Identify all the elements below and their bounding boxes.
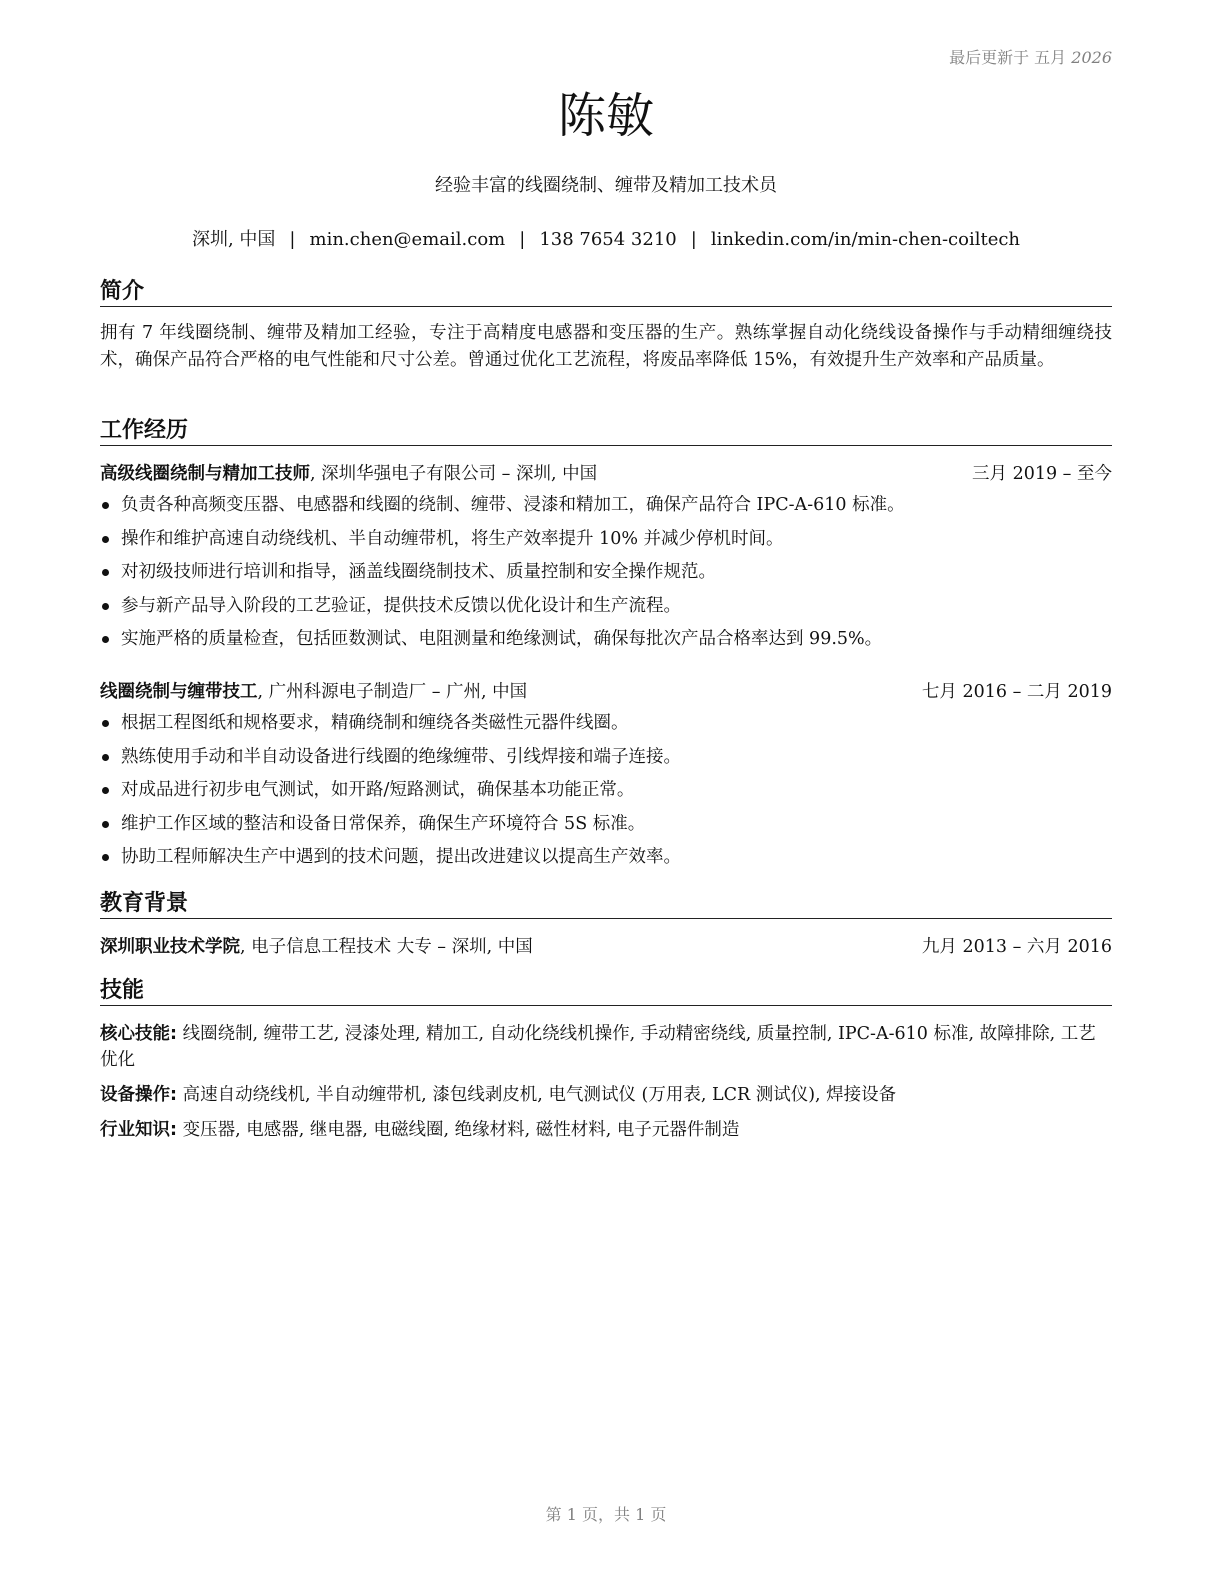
contact-separator: |	[519, 229, 526, 250]
contact-linkedin[interactable]: linkedin.com/in/min-chen-coiltech	[710, 229, 1021, 250]
bullet-text: 对初级技师进行培训和指导，涵盖线圈绕制技术、质量控制和安全操作规范。	[121, 562, 716, 582]
job-role: 高级线圈绕制与精加工技师	[100, 464, 310, 484]
skill-row-industry	[100, 1117, 1112, 1143]
bullet-icon	[102, 821, 109, 828]
skill-key: 核心技能:	[100, 1024, 177, 1044]
bullet-icon	[102, 854, 109, 861]
list-item	[100, 626, 1112, 660]
skill-row-core	[100, 1021, 1112, 1073]
contact-separator: |	[289, 229, 296, 250]
contact-separator: |	[690, 229, 697, 250]
skill-key: 行业知识:	[100, 1120, 177, 1140]
job-role: 线圈绕制与缠带技工	[100, 682, 258, 702]
section-title-experience: 工作经历	[100, 418, 1112, 446]
list-item	[100, 844, 1112, 878]
contact-phone[interactable]: 138 7654 3210	[539, 229, 677, 250]
section-title-summary: 简介	[100, 279, 1112, 307]
bullet-text: 操作和维护高速自动绕线机、半自动缠带机，将生产效率提升 10% 并减少停机时间。	[121, 528, 784, 549]
contact-location: 深圳, 中国	[191, 229, 276, 250]
bullet-text: 维护工作区域的整洁和设备日常保养，确保生产环境符合 5S 标准。	[121, 813, 646, 834]
skill-value: 线圈绕制, 缠带工艺, 浸漆处理, 精加工, 自动化绕线机操作, 手动精密绕线, 质量控制, IPC-A-610 标准, 故障排除, 工艺优化	[100, 1024, 1096, 1070]
bullet-text: 参与新产品导入阶段的工艺验证，提供技术反馈以优化设计和生产流程。	[121, 595, 681, 616]
job-bullets	[100, 710, 1112, 878]
bullet-icon	[102, 636, 109, 643]
last-updated-month: 最后更新于 五月	[949, 48, 1067, 67]
education-school: 深圳职业技术学院	[100, 937, 240, 957]
bullet-icon	[102, 754, 109, 761]
contact-line	[100, 225, 1112, 251]
contact-email[interactable]: min.chen@email.com	[309, 229, 506, 250]
skill-row-equipment	[100, 1082, 1112, 1108]
list-item	[100, 492, 1112, 526]
bullet-icon	[102, 536, 109, 543]
education-date: 九月 2013 – 六月 2016	[921, 937, 1112, 957]
candidate-tagline: 经验丰富的线圈绕制、缠带及精加工技术员	[435, 175, 777, 196]
job-bullets	[100, 492, 1112, 660]
last-updated-year: 2026	[1071, 48, 1112, 67]
last-updated	[949, 45, 1112, 68]
list-item	[100, 710, 1112, 744]
job-header	[100, 679, 1112, 705]
job-company: , 广州科源电子制造厂 – 广州, 中国	[257, 682, 528, 702]
job-date: 三月 2019 – 至今	[972, 464, 1112, 484]
bullet-text: 根据工程图纸和规格要求，精确绕制和缠绕各类磁性元器件线圈。	[121, 713, 629, 733]
bullet-icon	[102, 720, 109, 727]
bullet-text: 负责各种高频变压器、电感器和线圈的绕制、缠带、浸漆和精加工，确保产品符合 IPC-A-610 标准。	[121, 495, 905, 515]
bullet-icon	[102, 603, 109, 610]
list-item	[100, 593, 1112, 627]
education-detail: , 电子信息工程技术 大专 – 深圳, 中国	[240, 937, 533, 957]
summary-text: 拥有 7 年线圈绕制、缠带及精加工经验，专注于高精度电感器和变压器的生产。熟练掌握自动化绕线设备操作与手动精细缠绕技术，确保产品符合严格的电气性能和尺寸公差。曾通过优化工艺流程，将废品率降低 15%，有效提升生产效率和产品质量。	[100, 323, 1112, 370]
bullet-icon	[102, 787, 109, 794]
list-item	[100, 744, 1112, 778]
list-item	[100, 559, 1112, 593]
resume-page	[100, 0, 1112, 1584]
section-title-education: 教育背景	[100, 891, 1112, 919]
section-title-skills: 技能	[100, 978, 1112, 1006]
bullet-text: 对成品进行初步电气测试，如开路/短路测试，确保基本功能正常。	[121, 780, 635, 800]
education-entry	[100, 934, 1112, 960]
page-number: 第 1 页，共 1 页	[545, 1505, 667, 1524]
bullet-text: 协助工程师解决生产中遇到的技术问题，提出改进建议以提高生产效率。	[121, 847, 681, 867]
list-item	[100, 777, 1112, 811]
bullet-icon	[102, 569, 109, 576]
bullet-text: 熟练使用手动和半自动设备进行线圈的绝缘缠带、引线焊接和端子连接。	[121, 746, 681, 767]
skill-value: 高速自动绕线机, 半自动缠带机, 漆包线剥皮机, 电气测试仪 (万用表, LCR 测试仪), 焊接设备	[177, 1085, 897, 1105]
list-item	[100, 526, 1112, 560]
job-company: , 深圳华强电子有限公司 – 深圳, 中国	[310, 464, 598, 484]
skill-value: 变压器, 电感器, 继电器, 电磁线圈, 绝缘材料, 磁性材料, 电子元器件制造	[177, 1120, 740, 1140]
bullet-icon	[102, 502, 109, 509]
job-header	[100, 461, 1112, 487]
list-item	[100, 811, 1112, 845]
job-date: 七月 2016 – 二月 2019	[921, 682, 1112, 702]
skill-key: 设备操作:	[100, 1085, 177, 1105]
candidate-name: 陈敏	[557, 88, 654, 144]
bullet-text: 实施严格的质量检查，包括匝数测试、电阻测量和绝缘测试，确保每批次产品合格率达到 99.5%。	[121, 629, 883, 649]
